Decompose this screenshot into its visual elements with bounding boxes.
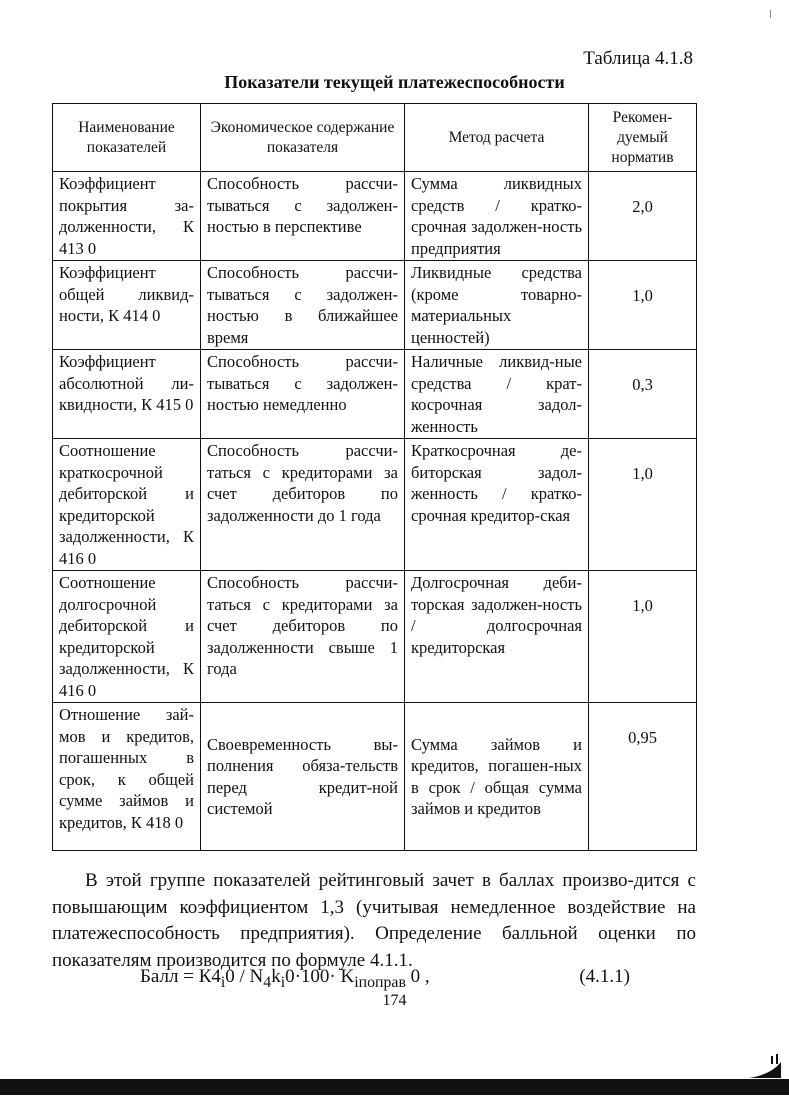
cell-economic-content: Способность рассчи-тываться с задолжен-ностью в ближайшее время <box>201 261 405 350</box>
table-row <box>53 350 697 439</box>
cell-economic-content: Способность рассчи-тываться с задолжен-ностью в перспективе <box>201 172 405 261</box>
table-row <box>53 571 697 703</box>
cell-indicator-name: Отношение зай-мов и кредитов, погашенных в срок, к общей сумме займов и кредитов, К 418 0 <box>53 703 201 851</box>
cell-norm: 1,0 <box>589 439 697 571</box>
cell-norm: 2,0 <box>589 172 697 261</box>
page-number: 174 <box>382 992 407 1009</box>
page-bottom-edge <box>0 1079 789 1095</box>
cell-norm: 1,0 <box>589 571 697 703</box>
cell-economic-content: Способность рассчи-таться с кредиторами за счет дебиторов по задолженности до 1 года <box>201 439 405 571</box>
cell-indicator-name: Соотношение долгосрочной дебиторской и кредиторской задолженности, К 416 0 <box>53 571 201 703</box>
formula-number: (4.1.1) <box>579 966 630 987</box>
cell-economic-content: Способность рассчи-таться с кредиторами за счет дебиторов по задолженности свыше 1 года <box>201 571 405 703</box>
scan-mark <box>770 10 771 18</box>
header-recommended-norm: Рекомен-дуемый норматив <box>589 104 697 172</box>
cell-norm: 0,95 <box>589 703 697 851</box>
cell-indicator-name: Коэффициент абсолютной ли-квидности, К 415 0 <box>53 350 201 439</box>
table-row <box>53 172 697 261</box>
cell-calculation-method: Долгосрочная деби-торская задолжен-ность / долгосрочная кредиторская <box>405 571 589 703</box>
header-calculation-method: Метод расчета <box>405 104 589 172</box>
table-title: Показатели текущей платежеспособности <box>224 72 565 92</box>
cell-indicator-name: Коэффициент покрытия за-долженности, К 413 0 <box>53 172 201 261</box>
cell-economic-content: Своевременность вы-полнения обяза-тельств перед кредит-ной системой <box>201 703 405 851</box>
cell-norm: 0,3 <box>589 350 697 439</box>
table-row <box>53 439 697 571</box>
cell-calculation-method: Ликвидные средства (кроме товарно-материальных ценностей) <box>405 261 589 350</box>
indicators-table <box>52 103 697 851</box>
header-economic-content: Экономическое содержание показателя <box>201 104 405 172</box>
cell-indicator-name: Коэффициент общей ликвид-ности, К 414 0 <box>53 261 201 350</box>
table-label: Таблица 4.1.8 <box>583 48 693 69</box>
table-row <box>53 703 697 851</box>
body-paragraph: В этой группе показателей рейтинговый зачет в баллах произво-дится с повышающим коэффициентом 1,3 (учитывая немедленное воздействие на платежеспособность предприятия). Определение балльной оценки по показателям производится по формуле 4.1.1. <box>52 870 696 971</box>
table-row <box>53 261 697 350</box>
cell-economic-content: Способность рассчи-тываться с задолжен-ностью немедленно <box>201 350 405 439</box>
cell-calculation-method: Краткосрочная де-биторская задол-женность / кратко-срочная кредитор-ская <box>405 439 589 571</box>
cell-calculation-method: Сумма ликвидных средств / кратко-срочная задолжен-ность предприятия <box>405 172 589 261</box>
header-indicator-name: Наименование показателей <box>53 104 201 172</box>
cell-calculation-method: Наличные ликвид-ные средства / крат-косрочная задол-женность <box>405 350 589 439</box>
cell-norm: 1,0 <box>589 261 697 350</box>
scan-artifact-icon <box>747 1052 783 1080</box>
cell-calculation-method: Сумма займов и кредитов, погашен-ных в срок / общая сумма займов и кредитов <box>405 703 589 851</box>
formula: Балл = $К4_i0 / N_4k_i0\cdot 100\cdot K_{iпоправ}$ 0 , <box>140 966 430 991</box>
cell-indicator-name: Соотношение краткосрочной дебиторской и кредиторской задолженности, К 416 0 <box>53 439 201 571</box>
